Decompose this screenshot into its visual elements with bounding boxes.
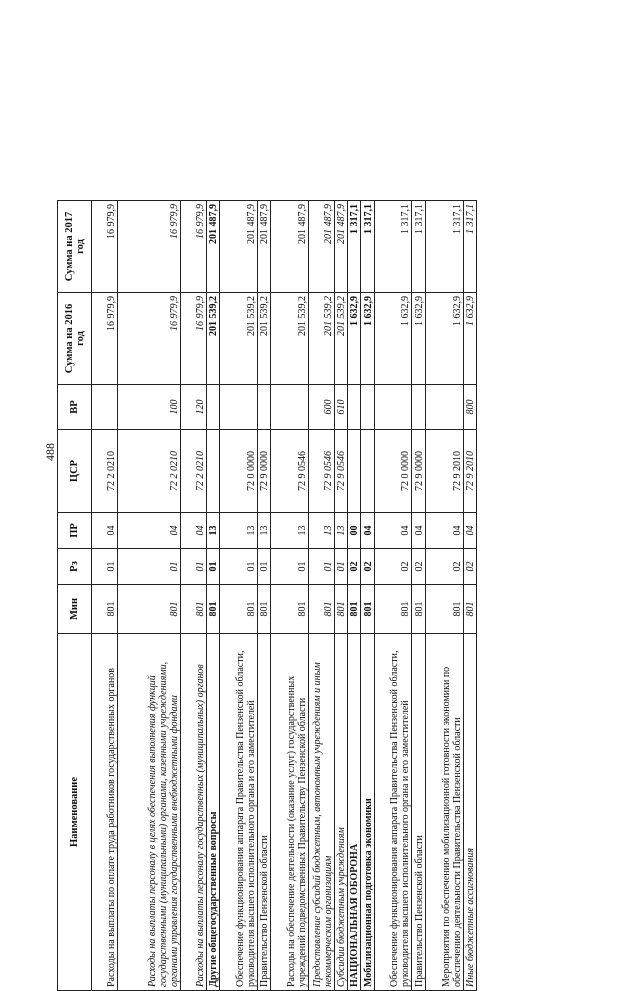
cell-name: Расходы на выплаты персоналу в целях обеспечения выполнения функций государственными (муниципальными) органами, казенными учреждениями, органами управления государственными внебюджетными фондами (117, 634, 180, 991)
table-row (412, 201, 425, 991)
cell-csr: 72 0 0000 (374, 430, 412, 513)
cell-vr: 120 (181, 385, 207, 430)
cell-min: 801 (92, 585, 118, 634)
cell-min: 801 (347, 585, 360, 634)
cell-csr: 72 0 0000 (219, 430, 257, 513)
cell-pr: 13 (334, 513, 347, 549)
budget-table-container (57, 201, 477, 991)
table-row (117, 201, 180, 991)
cell-vr (257, 385, 270, 430)
cell-csr: 72 2 0210 (92, 430, 118, 513)
cell-vr (347, 385, 360, 430)
cell-sum-2016: 1 632,9 (412, 293, 425, 385)
cell-rz: 02 (425, 549, 463, 585)
cell-min: 801 (308, 585, 334, 634)
table-row (206, 201, 219, 991)
table-row (347, 201, 360, 991)
table-row (181, 201, 207, 991)
cell-csr: 72 9 0000 (412, 430, 425, 513)
cell-sum-2016: 1 632,9 (347, 293, 360, 385)
header-sum-2016: Сумма на 2016 год (58, 293, 92, 385)
cell-sum-2016: 201 539,2 (271, 293, 309, 385)
cell-pr: 13 (219, 513, 257, 549)
cell-sum-2017: 201 487,9 (271, 201, 309, 293)
cell-sum-2017: 201 487,9 (334, 201, 347, 293)
table-row (334, 201, 347, 991)
cell-vr: 600 (308, 385, 334, 430)
header-name: Наименование (58, 634, 92, 991)
cell-sum-2016: 16 979,9 (117, 293, 180, 385)
cell-csr (361, 430, 374, 513)
cell-pr: 04 (181, 513, 207, 549)
table-header (58, 201, 92, 991)
cell-pr: 13 (206, 513, 219, 549)
cell-sum-2016: 16 979,9 (92, 293, 118, 385)
cell-name: Иные бюджетные ассигнования (463, 634, 476, 991)
cell-min: 801 (271, 585, 309, 634)
table-body (92, 201, 477, 991)
cell-csr: 72 2 0210 (117, 430, 180, 513)
cell-sum-2017: 201 487,9 (308, 201, 334, 293)
cell-csr: 72 9 2010 (463, 430, 476, 513)
cell-vr (361, 385, 374, 430)
cell-rz: 01 (334, 549, 347, 585)
cell-name: Обеспечение функционирования аппарата Правительства Пензенской области, руководителя высшего исполнительного органа и его заместителей (219, 634, 257, 991)
cell-rz: 01 (206, 549, 219, 585)
cell-csr (347, 430, 360, 513)
cell-csr: 72 9 0546 (271, 430, 309, 513)
cell-name: Правительство Пензенской области (412, 634, 425, 991)
header-rz: Рз (58, 549, 92, 585)
table-row (308, 201, 334, 991)
cell-sum-2016: 201 539,2 (334, 293, 347, 385)
cell-pr: 04 (117, 513, 180, 549)
cell-sum-2017: 201 487,9 (206, 201, 219, 293)
table-row (257, 201, 270, 991)
cell-rz: 01 (117, 549, 180, 585)
header-sum-2017: Сумма на 2017 год (58, 201, 92, 293)
cell-min: 801 (425, 585, 463, 634)
cell-min: 801 (117, 585, 180, 634)
cell-min: 801 (334, 585, 347, 634)
cell-min: 801 (219, 585, 257, 634)
cell-vr (425, 385, 463, 430)
table-row (361, 201, 374, 991)
cell-rz: 02 (374, 549, 412, 585)
cell-min: 801 (181, 585, 207, 634)
table-row (374, 201, 412, 991)
cell-vr (206, 385, 219, 430)
cell-rz: 02 (361, 549, 374, 585)
cell-vr (219, 385, 257, 430)
table-row (425, 201, 463, 991)
cell-vr (271, 385, 309, 430)
cell-sum-2017: 16 979,9 (117, 201, 180, 293)
cell-csr: 72 9 2010 (425, 430, 463, 513)
cell-pr: 04 (374, 513, 412, 549)
cell-name: Мероприятия по обеспечению мобилизационной готовности экономики по обеспечению деятельности Правительства Пензенской области (425, 634, 463, 991)
cell-sum-2017: 1 317,1 (412, 201, 425, 293)
cell-pr: 04 (463, 513, 476, 549)
cell-vr: 610 (334, 385, 347, 430)
header-vr: ВР (58, 385, 92, 430)
cell-min: 801 (257, 585, 270, 634)
cell-pr: 13 (308, 513, 334, 549)
cell-rz: 01 (219, 549, 257, 585)
header-csr: ЦСР (58, 430, 92, 513)
cell-sum-2017: 1 317,1 (361, 201, 374, 293)
cell-sum-2017: 201 487,9 (257, 201, 270, 293)
cell-sum-2017: 1 317,1 (463, 201, 476, 293)
budget-table (57, 200, 477, 991)
cell-csr: 72 9 0546 (334, 430, 347, 513)
cell-sum-2016: 1 632,9 (374, 293, 412, 385)
cell-name: Предоставление субсидий бюджетным, автономным учреждениям и иным некоммерческим организациям (308, 634, 334, 991)
cell-vr (374, 385, 412, 430)
cell-pr: 04 (412, 513, 425, 549)
cell-sum-2016: 201 539,2 (219, 293, 257, 385)
cell-rz: 01 (271, 549, 309, 585)
cell-sum-2016: 201 539,2 (308, 293, 334, 385)
cell-pr: 13 (271, 513, 309, 549)
table-row (463, 201, 476, 991)
cell-sum-2017: 1 317,1 (425, 201, 463, 293)
cell-name: Субсидии бюджетным учреждениям (334, 634, 347, 991)
header-min: Мин (58, 585, 92, 634)
cell-name: Расходы на обеспечение деятельности (оказание услуг) государственных учреждений подведомственных Правительству Пензенской области (271, 634, 309, 991)
cell-sum-2016: 1 632,9 (425, 293, 463, 385)
page-number: 488 (43, 443, 57, 461)
cell-sum-2016: 1 632,9 (361, 293, 374, 385)
cell-min: 801 (412, 585, 425, 634)
cell-csr (206, 430, 219, 513)
cell-rz: 02 (463, 549, 476, 585)
cell-name: Правительство Пензенской области (257, 634, 270, 991)
cell-pr: 04 (92, 513, 118, 549)
cell-name: Расходы на выплаты по оплате труда работников государственных органов (92, 634, 118, 991)
cell-min: 801 (463, 585, 476, 634)
cell-sum-2017: 16 979,9 (92, 201, 118, 293)
cell-rz: 02 (412, 549, 425, 585)
cell-sum-2017: 1 317,1 (374, 201, 412, 293)
cell-pr: 04 (425, 513, 463, 549)
cell-csr: 72 9 0546 (308, 430, 334, 513)
cell-pr: 00 (347, 513, 360, 549)
cell-sum-2016: 201 539,2 (257, 293, 270, 385)
cell-name: Другие общегосударственные вопросы (206, 634, 219, 991)
cell-csr: 72 2 0210 (181, 430, 207, 513)
cell-rz: 01 (181, 549, 207, 585)
table-row (219, 201, 257, 991)
cell-rz: 02 (347, 549, 360, 585)
cell-min: 801 (206, 585, 219, 634)
cell-name: НАЦИОНАЛЬНАЯ ОБОРОНА (347, 634, 360, 991)
cell-min: 801 (361, 585, 374, 634)
cell-vr (92, 385, 118, 430)
cell-pr: 13 (257, 513, 270, 549)
cell-sum-2016: 16 979,9 (181, 293, 207, 385)
header-pr: ПР (58, 513, 92, 549)
cell-vr (412, 385, 425, 430)
table-row (92, 201, 118, 991)
table-row (271, 201, 309, 991)
cell-csr: 72 9 0000 (257, 430, 270, 513)
cell-rz: 01 (257, 549, 270, 585)
cell-vr: 800 (463, 385, 476, 430)
cell-name: Мобилизационная подготовка экономики (361, 634, 374, 991)
cell-sum-2017: 201 487,9 (219, 201, 257, 293)
cell-sum-2016: 1 632,9 (463, 293, 476, 385)
cell-sum-2017: 16 979,9 (181, 201, 207, 293)
cell-rz: 01 (92, 549, 118, 585)
cell-name: Обеспечение функционирования аппарата Правительства Пензенской области, руководителя высшего исполнительного органа и его заместителей (374, 634, 412, 991)
cell-rz: 01 (308, 549, 334, 585)
cell-pr: 04 (361, 513, 374, 549)
cell-name: Расходы на выплаты персоналу государственных (муниципальных) органов (181, 634, 207, 991)
cell-vr: 100 (117, 385, 180, 430)
cell-min: 801 (374, 585, 412, 634)
cell-sum-2016: 201 539,2 (206, 293, 219, 385)
cell-sum-2017: 1 317,1 (347, 201, 360, 293)
